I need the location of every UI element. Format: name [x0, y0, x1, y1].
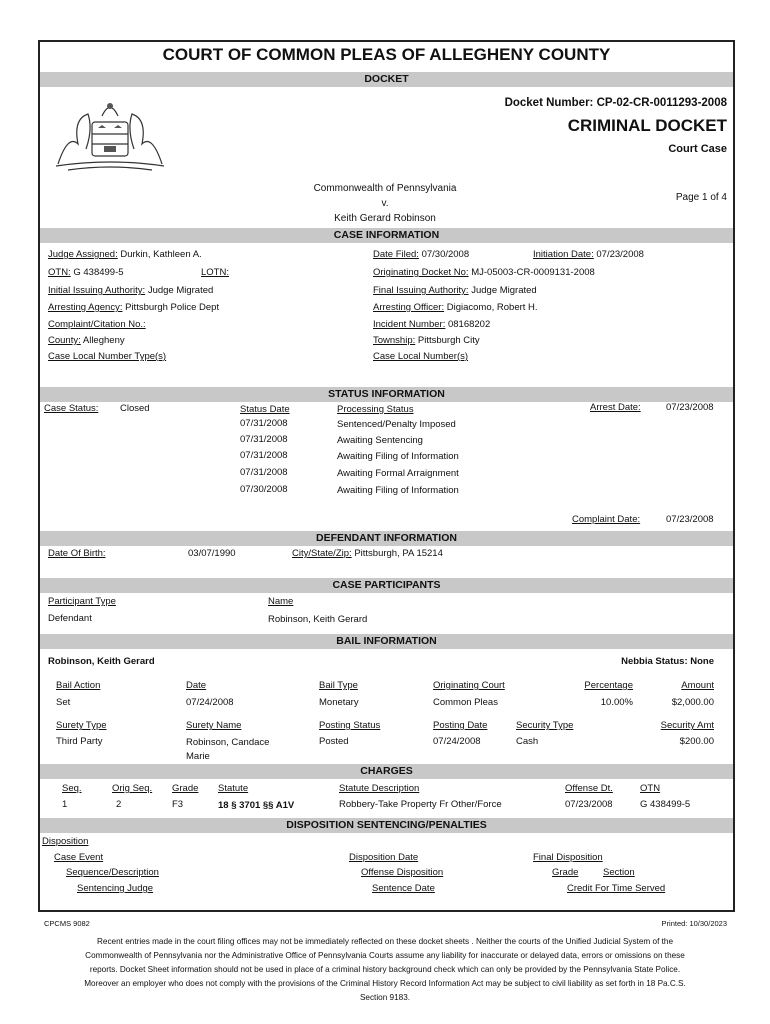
- initiation-date: [533, 249, 644, 260]
- surety-name-header: Surety Name: [186, 720, 242, 731]
- arrest-date-value: 07/23/2008: [666, 402, 714, 413]
- statute-header: Statute: [218, 783, 249, 794]
- dob-label: Date Of Birth:: [48, 548, 106, 559]
- originating-court-value: Common Pleas: [433, 697, 498, 708]
- grade-header: Grade: [172, 783, 199, 794]
- final-issuing-authority: [373, 285, 537, 296]
- bail-action-header: Bail Action: [56, 680, 101, 691]
- statute-value: 18 § 3701 §§ A1V: [218, 800, 295, 811]
- docket-type: CRIMINAL DOCKET: [567, 116, 727, 135]
- arresting-agency-label: Arresting Agency:: [48, 302, 123, 313]
- incident-value: 08168202: [447, 319, 491, 330]
- final-auth-value: Judge Migrated: [471, 285, 537, 296]
- judge-label: Judge Assigned:: [48, 249, 118, 260]
- defendant-information-band: DEFENDANT INFORMATION: [40, 531, 733, 546]
- status-row-date: 07/31/2008: [240, 434, 288, 445]
- case-event-header: Case Event: [54, 852, 104, 863]
- bail-date-header: Date: [186, 680, 207, 691]
- status-row-date: 07/31/2008: [240, 418, 288, 429]
- pennsylvania-seal-icon: [48, 94, 172, 174]
- caption-defendant: Keith Gerard Robinson: [334, 213, 436, 224]
- sequence-description-header: Sequence/Description: [66, 867, 159, 878]
- status-row-date: 07/31/2008: [240, 467, 288, 478]
- arresting-agency-value: Pittsburgh Police Dept: [125, 302, 220, 313]
- participant-type-value: Defendant: [48, 613, 92, 624]
- sentence-date-header: Sentence Date: [372, 883, 435, 894]
- offense-date-value: 07/23/2008: [565, 799, 613, 810]
- processing-status-header: Processing Status: [337, 404, 414, 415]
- participant-name-value: Robinson, Keith Gerard: [268, 614, 368, 625]
- participant-name-header: Name: [268, 596, 294, 607]
- lotn-label: LOTN:: [201, 267, 229, 278]
- date-filed: [373, 249, 469, 260]
- incident-label: Incident Number:: [373, 319, 446, 330]
- printed-date: Printed: 10/30/2023: [661, 919, 727, 928]
- seq-value: 1: [62, 799, 68, 810]
- percentage-header: Percentage: [584, 680, 633, 691]
- docket-band: DOCKET: [40, 72, 733, 87]
- date-filed-label: Date Filed:: [373, 249, 419, 260]
- complaint-citation-label: Complaint/Citation No.:: [48, 319, 146, 330]
- disposition-band: DISPOSITION SENTENCING/PENALTIES: [40, 818, 733, 833]
- initiation-label: Initiation Date:: [533, 249, 594, 260]
- orig-docket-value: MJ-05003-CR-0009131-2008: [471, 267, 595, 278]
- initial-issuing-authority: [48, 285, 213, 296]
- credit-time-served-header: Credit For Time Served: [567, 883, 666, 894]
- initial-auth-value: Judge Migrated: [147, 285, 214, 296]
- originating-docket: [373, 267, 595, 278]
- caption-versus: v.: [381, 198, 389, 209]
- date-filed-value: 07/30/2008: [421, 249, 470, 260]
- originating-court-header: Originating Court: [433, 680, 505, 691]
- initial-auth-label: Initial Issuing Authority:: [48, 285, 146, 296]
- township: [373, 335, 480, 346]
- statute-description-header: Statute Description: [339, 783, 420, 794]
- surety-type-value: Third Party: [56, 736, 103, 747]
- arresting-officer-value: Digiacomo, Robert H.: [446, 302, 538, 313]
- surety-name-value-line2: Marie: [186, 751, 210, 762]
- township-value: Pittsburgh City: [417, 335, 480, 346]
- county: [48, 335, 125, 346]
- otn: [48, 267, 124, 278]
- disposition-section-header: Section: [603, 867, 635, 878]
- otn-value: G 438499-5: [73, 267, 124, 278]
- bail-type-header: Bail Type: [319, 680, 358, 691]
- offense-disposition-header: Offense Disposition: [361, 867, 444, 878]
- disposition-header: Disposition: [42, 836, 89, 847]
- initiation-value: 07/23/2008: [596, 249, 644, 260]
- status-row-status: Awaiting Filing of Information: [337, 451, 459, 462]
- township-label: Township:: [373, 335, 416, 346]
- bail-information-band: BAIL INFORMATION: [40, 634, 733, 649]
- posting-date-value: 07/24/2008: [433, 736, 481, 747]
- status-information-band: STATUS INFORMATION: [40, 387, 733, 402]
- disclaimer-text: Recent entries made in the court filing offices may not be immediately reflected on these docket sheets . Neither the courts of the Unified Judicial System of the Commonwealth of Pennsylvania nor the Administrative Office of Pennsylvania Courts assume any liability for inaccurate or delayed data, errors or omissions on these reports. Docket Sheet information should not be used in place of a criminal history background check which can only be provided by the Pennsylvania State Police. Moreover an employer who does not comply with the provisions of the Criminal History Record Information Act may be subject to civil liability as set forth in 18 Pa.C.S. Section 9183.: [84, 937, 686, 1002]
- bail-person: Robinson, Keith Gerard: [48, 656, 155, 667]
- form-id: CPCMS 9082: [44, 919, 90, 928]
- status-row-status: Sentenced/Penalty Imposed: [337, 419, 456, 430]
- statute-description-value: Robbery-Take Property Fr Other/Force: [339, 799, 502, 810]
- status-row-date: 07/30/2008: [240, 484, 288, 495]
- grade-value: F3: [172, 799, 184, 810]
- amount-value: $2,000.00: [671, 697, 714, 708]
- surety-type-header: Surety Type: [56, 720, 107, 731]
- bail-date-value: 07/24/2008: [186, 697, 234, 708]
- complaint-date-label: Complaint Date:: [572, 514, 641, 525]
- seq-header: Seq.: [62, 783, 82, 794]
- case-local-numbers-label: Case Local Number(s): [373, 351, 469, 362]
- city-state-zip: [292, 548, 443, 559]
- status-row-date: 07/31/2008: [240, 450, 288, 461]
- final-disposition-header: Final Disposition: [533, 852, 603, 863]
- incident-number: [373, 319, 490, 330]
- arresting-agency: [48, 302, 219, 313]
- docket-number: Docket Number: CP-02-CR-0011293-2008: [504, 97, 727, 109]
- judge-assigned: [48, 249, 202, 260]
- status-row-status: Awaiting Formal Arraignment: [337, 468, 459, 479]
- final-auth-label: Final Issuing Authority:: [373, 285, 469, 296]
- case-status-value: Closed: [120, 403, 150, 414]
- arrest-date-label: Arrest Date:: [590, 402, 641, 413]
- posting-status-value: Posted: [319, 736, 349, 747]
- page-indicator: Page 1 of 4: [675, 192, 727, 203]
- posting-status-header: Posting Status: [319, 720, 381, 731]
- county-label: County:: [48, 335, 81, 346]
- csz-label: City/State/Zip:: [292, 548, 352, 559]
- orig-seq-value: 2: [116, 799, 122, 810]
- charges-band: CHARGES: [40, 764, 733, 779]
- security-type-value: Cash: [516, 736, 539, 747]
- arresting-officer-label: Arresting Officer:: [373, 302, 445, 313]
- csz-value: Pittsburgh, PA 15214: [354, 548, 443, 559]
- case-participants-band: CASE PARTICIPANTS: [40, 578, 733, 593]
- bail-action-value: Set: [56, 697, 71, 708]
- status-date-header: Status Date: [240, 404, 290, 415]
- charge-otn-value: G 438499-5: [640, 799, 691, 810]
- sentencing-judge-header: Sentencing Judge: [77, 883, 154, 894]
- county-value: Allegheny: [82, 335, 125, 346]
- bail-type-value: Monetary: [319, 697, 359, 708]
- amount-header: Amount: [681, 680, 714, 691]
- posting-date-header: Posting Date: [433, 720, 488, 731]
- security-amt-header: Security Amt: [660, 720, 714, 731]
- security-type-header: Security Type: [516, 720, 574, 731]
- nebbia-status: Nebbia Status: None: [621, 656, 714, 667]
- caption-plaintiff: Commonwealth of Pennsylvania: [313, 183, 457, 194]
- court-case: Court Case: [668, 143, 727, 155]
- otn-label: OTN:: [48, 267, 71, 278]
- surety-name-value-line1: Robinson, Candace: [186, 737, 270, 748]
- orig-docket-label: Originating Docket No:: [373, 267, 469, 278]
- orig-seq-header: Orig Seq.: [112, 783, 153, 794]
- case-status-label: Case Status:: [44, 403, 99, 414]
- dob-value: 03/07/1990: [188, 548, 236, 559]
- judge-value: Durkin, Kathleen A.: [120, 249, 202, 260]
- case-information-band: CASE INFORMATION: [40, 228, 733, 243]
- offense-date-header: Offense Dt.: [565, 783, 613, 794]
- charge-otn-header: OTN: [640, 783, 661, 794]
- participant-type-header: Participant Type: [48, 596, 116, 607]
- percentage-value: 10.00%: [600, 697, 633, 708]
- disposition-grade-header: Grade: [552, 867, 579, 878]
- court-title: COURT OF COMMON PLEAS OF ALLEGHENY COUNTY: [162, 45, 611, 64]
- complaint-date-value: 07/23/2008: [666, 514, 714, 525]
- status-row-status: Awaiting Sentencing: [337, 435, 423, 446]
- status-row-status: Awaiting Filing of Information: [337, 485, 459, 496]
- disposition-date-header: Disposition Date: [349, 852, 419, 863]
- security-amt-value: $200.00: [679, 736, 714, 747]
- arresting-officer: [373, 302, 538, 313]
- case-local-number-type-label: Case Local Number Type(s): [48, 351, 167, 362]
